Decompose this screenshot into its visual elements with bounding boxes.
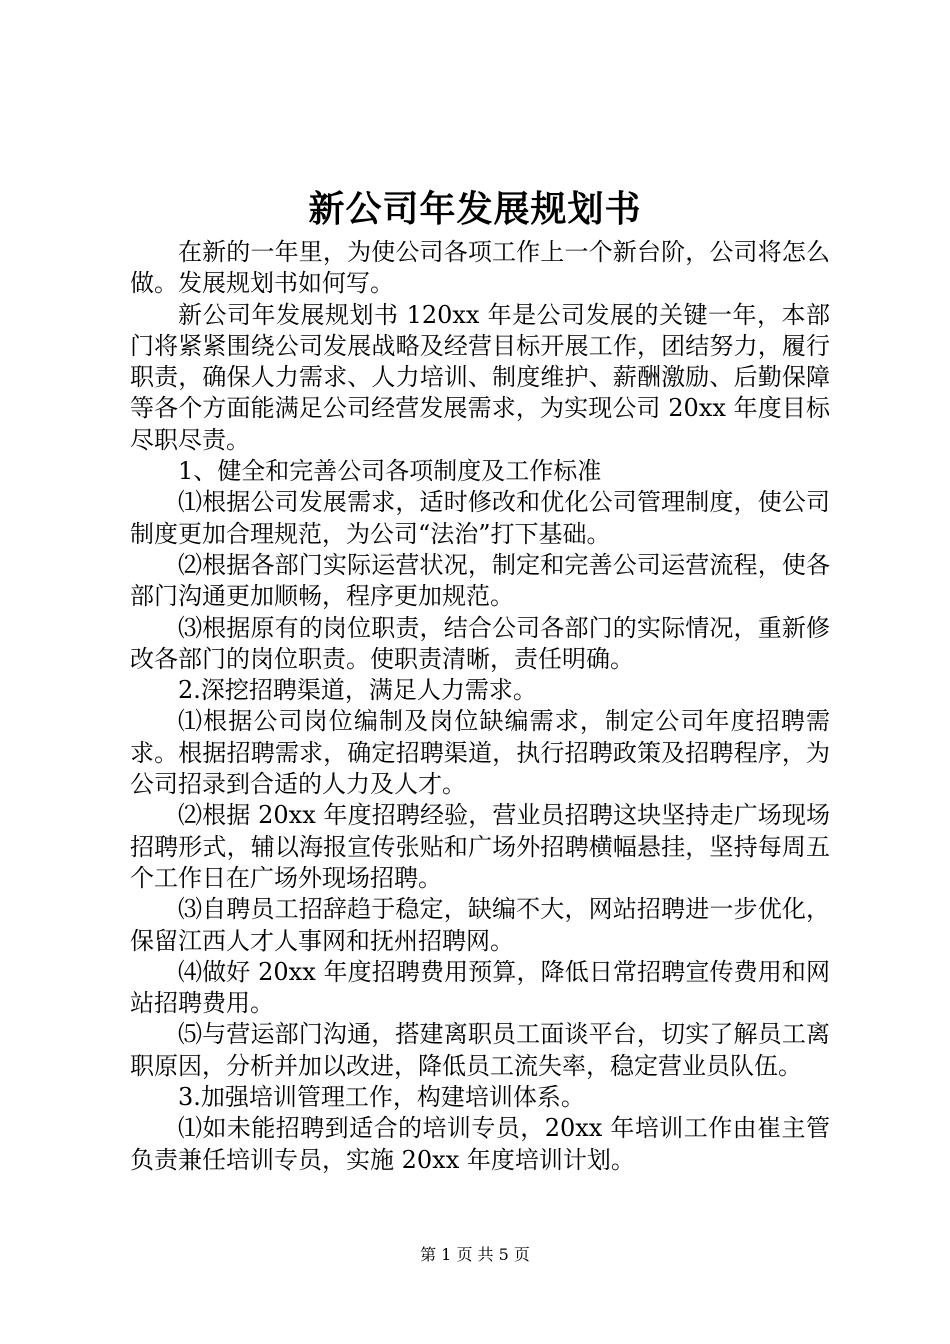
section-heading-2: 2.深挖招聘渠道，满足人力需求。 xyxy=(178,676,537,705)
list-item-1-1: ⑴根据公司发展需求，适时修改和优化公司管理制度，使公司制度更加合理规范，为公司“法治”打下基础。 xyxy=(130,488,830,548)
list-item-2-1: ⑴根据公司岗位编制及岗位缺编需求，制定公司年度招聘需求。根据招聘需求，确定招聘渠道，执行招聘政策及招聘程序，为公司招录到合适的人力及人才。 xyxy=(130,707,830,799)
list-item-2-5: ⑸与营运部门沟通，搭建离职员工面谈平台，切实了解员工离职原因，分析并加以改进，降低员工流失率，稳定营业员队伍。 xyxy=(130,1020,830,1080)
document-title: 新公司年发展规划书 xyxy=(308,188,642,230)
page-footer: 第 1 页 共 5 页 xyxy=(420,1245,530,1264)
section-heading-1: 1、健全和完善公司各项制度及工作标准 xyxy=(178,457,602,486)
paragraph-intro: 在新的一年里，为使公司各项工作上一个新台阶，公司将怎么做。发展规划书如何写。 xyxy=(130,238,830,298)
list-item-2-3: ⑶自聘员工招辞趋于稳定，缺编不大，网站招聘进一步优化，保留江西人才人事网和抚州招聘网。 xyxy=(130,895,830,955)
section-heading-3: 3.加强培训管理工作，构建培训体系。 xyxy=(178,1083,585,1112)
document-body xyxy=(130,237,830,1176)
list-item-3-1: ⑴如未能招聘到适合的培训专员，20xx 年培训工作由崔主管负责兼任培训专员，实施 20xx 年度培训计划。 xyxy=(130,1114,830,1174)
list-item-1-3: ⑶根据原有的岗位职责，结合公司各部门的实际情况，重新修改各部门的岗位职责。使职责清晰，责任明确。 xyxy=(130,613,830,673)
list-item-2-2: ⑵根据 20xx 年度招聘经验，营业员招聘这块坚持走广场现场招聘形式，辅以海报宣传张贴和广场外招聘横幅悬挂，坚持每周五个工作日在广场外现场招聘。 xyxy=(130,801,830,892)
paragraph-overview: 新公司年发展规划书 120xx 年是公司发展的关键一年，本部门将紧紧围绕公司发展战略及经营目标开展工作，团结努力，履行职责，确保人力需求、人力培训、制度维护、薪酬激励、后勤保障等各个方面能满足公司经营发展需求，为实现公司 20xx 年度目标尽职尽责。 xyxy=(130,300,830,454)
list-item-2-4: ⑷做好 20xx 年度招聘费用预算，降低日常招聘宣传费用和网站招聘费用。 xyxy=(130,957,830,1018)
list-item-1-2: ⑵根据各部门实际运营状况，制定和完善公司运营流程，使各部门沟通更加顺畅，程序更加规范。 xyxy=(130,550,830,611)
